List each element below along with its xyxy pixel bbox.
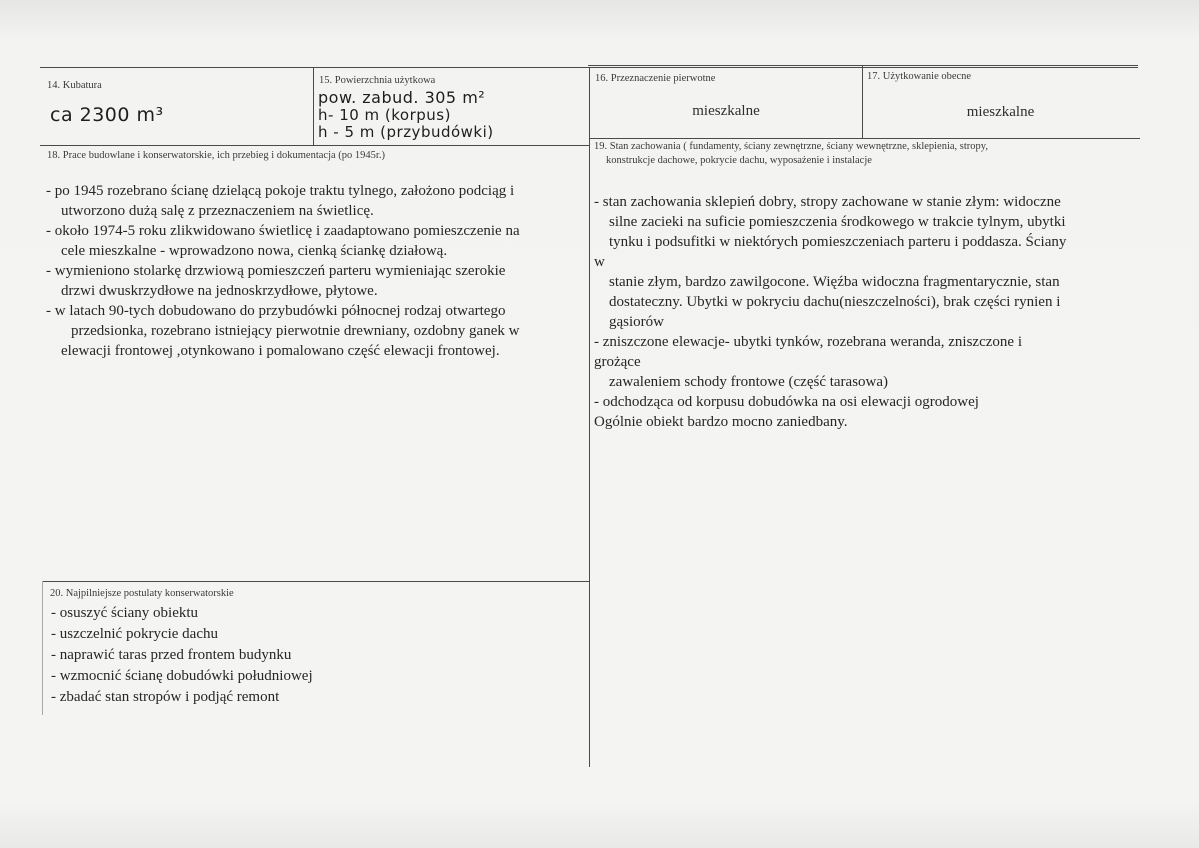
field-19-line: Ogólnie obiekt bardzo mocno zaniedbany. [594,414,848,430]
field-19-line: stanie złym, bardzo zawilgocone. Więźba widoczna fragmentarycznie, stan [609,274,1060,290]
field-18-line: - wymieniono stolarkę drzwiową pomieszczeń parteru wymieniając szerokie [46,263,506,279]
row-divider-20 [42,581,590,582]
field-18-line: utworzono dużą salę z przeznaczeniem na świetlicę. [61,203,374,219]
row-divider-left [40,145,590,146]
field-18-line: cele mieszkalne - wprowadzono nowa, cienką ściankę działową. [61,243,448,259]
field-19-label: 19. Stan zachowania ( fundamenty, ściany zewnętrzne, ściany wewnętrzne, sklepienia, stropy, [594,141,988,152]
field-18-line: - około 1974-5 roku zlikwidowano świetlicę i zaadaptowano pomieszczenie na [46,223,520,239]
field-18-line: - w latach 90-tych dobudowano do przybudówki północnej rodzaj otwartego [46,303,506,319]
field-18-line: drzwi dwuskrzydłowe na jednoskrzydłowe, płytowe. [61,283,378,299]
field-19-line: grożące [594,354,641,370]
field-20-text [51,603,581,708]
field-19-line: w [594,254,605,270]
row-divider-right [590,138,1140,139]
field-19-line: - zniszczone elewacje- ubytki tynków, rozebrana weranda, zniszczone i [594,334,1022,350]
field-15-line-1: pow. zabud. 305 m² [318,88,486,107]
field-15-line-2: h- 10 m (korpus) [318,106,451,124]
col-divider-14-15 [313,67,314,146]
field-19-line: dostateczny. Ubytki w pokryciu dachu(nieszczelności), brak części rynien i [609,294,1061,310]
field-18-line: przedsionka, rozebrano istniejący pierwotnie drewniany, ozdobny ganek w [71,323,520,339]
field-17-value: mieszkalne [966,104,1035,120]
field-20-line: - zbadać stan stropów i podjąć remont [51,689,280,705]
field-16-value: mieszkalne [692,103,760,119]
field-19-line: zawaleniem schody frontowe (część tarasowa) [609,374,889,390]
field-14-value: ca 2300 m³ [50,104,164,126]
field-19-line: - odchodząca od korpusu dobudówka na osi elewacji ogrodowej [594,394,979,410]
field-20-line: - naprawić taras przed frontem budynku [51,647,292,663]
field-20-label: 20. Najpilniejsze postulaty konserwatorskie [50,588,234,599]
left-edge-20 [42,581,43,715]
field-20-line: - uszczelnić pokrycie dachu [51,626,218,642]
field-15-label: 15. Powierzchnia użytkowa [319,75,436,86]
field-19-line: gąsiorów [609,314,664,330]
col-divider-16-17 [862,66,863,139]
top-rule-right [588,65,1138,66]
field-19-line: silne zacieki na suficie pomieszczenia środkowego w trakcie tylnym, ubytki [609,214,1066,230]
field-20-line: - wzmocnić ścianę dobudówki południowej [51,668,313,684]
field-18-line: - po 1945 rozebrano ścianę dzielącą pokoje traktu tylnego, założono podciąg i [46,183,515,199]
field-19-line: - stan zachowania sklepień dobry, stropy zachowane w stanie złym: widoczne [594,194,1061,210]
field-19-line: tynku i podsufitki w niektórych pomieszczeniach parteru i poddasza. Ściany [609,234,1067,250]
field-16-label: 16. Przeznaczenie pierwotne [595,73,716,84]
field-17-label: 17. Użytkowanie obecne [867,71,972,82]
field-19-label-cont: konstrukcje dachowe, pokrycie dachu, wyposażenie i instalacje [606,155,872,166]
field-18-text [46,181,586,361]
col-divider-main [589,67,590,767]
field-19-text [594,192,1139,432]
field-15-line-3: h - 5 m (przybudówki) [318,123,494,141]
field-18-label: 18. Prace budowlane i konserwatorskie, ich przebieg i dokumentacja (po 1945r.) [47,150,385,161]
field-18-line: elewacji frontowej ,otynkowano i pomalowano część elewacji frontowej. [61,343,500,359]
field-14-label: 14. Kubatura [47,80,102,91]
field-20-line: - osuszyć ściany obiektu [51,605,199,621]
